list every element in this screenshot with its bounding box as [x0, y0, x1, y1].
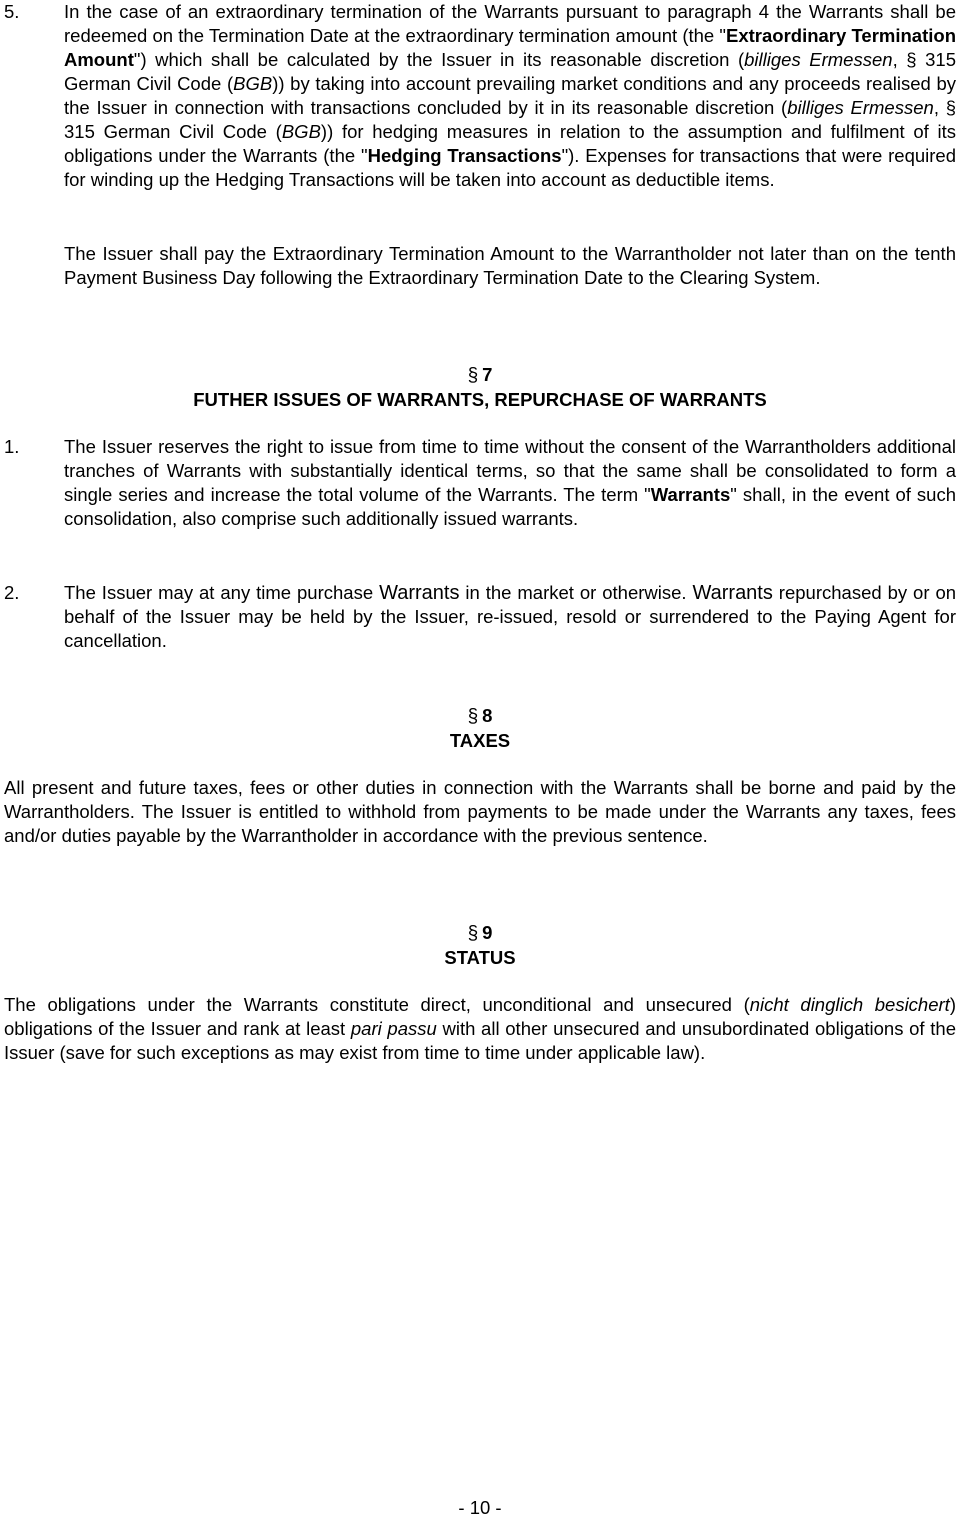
- italic-term: billiges Ermessen: [787, 97, 934, 118]
- text-run: ) obligations of the Issuer and rank at least: [4, 994, 956, 1039]
- text-run: The obligations under the Warrants constitute direct, unconditional and unsecured (: [4, 994, 750, 1015]
- section-9-heading: [0, 921, 960, 970]
- text-run: Warrants: [379, 582, 460, 604]
- section-title: FUTHER ISSUES OF WARRANTS, REPURCHASE OF WARRANTS: [193, 389, 767, 410]
- italic-term: pari passu: [350, 1018, 437, 1039]
- section-9-paragraph: [4, 993, 956, 1065]
- section-symbol: §: [467, 706, 479, 727]
- section-number: 9: [482, 922, 493, 943]
- text-run: " shall, in the event of such consolidation, also comprise such additionally issued warrants.: [64, 484, 956, 529]
- section-8-paragraph: [4, 776, 956, 848]
- text-run: )) by taking into account prevailing market conditions and any proceeds realised by the Issuer in connection with transactions concluded by it in its reasonable discretion (: [64, 73, 956, 118]
- paragraph-text: The Issuer shall pay the Extraordinary Termination Amount to the Warrantholder not later than on the tenth Payment Business Day following the Extraordinary Termination Date to the Clearing System.: [64, 243, 956, 288]
- clause-7-2-paragraph: [64, 581, 956, 653]
- text-run: with all other unsecured and unsubordinated obligations of the Issuer (save for such exceptions as may exist from time to time under applicable law).: [4, 1018, 956, 1063]
- section-number: 7: [482, 364, 493, 385]
- section-7-heading: [0, 363, 960, 412]
- clause-number: 2.: [4, 582, 20, 603]
- section-symbol: §: [467, 923, 479, 944]
- section-symbol: §: [467, 365, 479, 386]
- section-8-heading: [0, 704, 960, 753]
- section-title: STATUS: [444, 947, 516, 968]
- text-run: , § 315 German Civil Code (: [64, 49, 957, 94]
- paragraph-text: All present and future taxes, fees or other duties in connection with the Warrants shall be borne and paid by the Warrantholders. The Issuer is entitled to withhold from payments to be made under the Warrants any taxes, fees and/or duties payable by the Warrantholder in accordance with the previous sentence.: [4, 777, 956, 846]
- text-run: , § 315 German Civil Code (: [64, 97, 956, 142]
- section-number: 8: [482, 705, 493, 726]
- section-title: TAXES: [449, 730, 511, 751]
- defined-term: Warrants: [650, 484, 731, 505]
- clause-5-paragraph-2: [64, 242, 956, 290]
- text-run: )) for hedging measures in relation to the assumption and fulfilment of its obligations under the Warrants (the ": [64, 121, 956, 166]
- text-run: The Issuer reserves the right to issue from time to time without the consent of the Warrantholders additional tranches of Warrants with substantially identical terms, so that the same shall be consolidated to form a single series and increase the total volume of the Warrants. The term ": [64, 436, 956, 505]
- clause-number: 1.: [4, 436, 20, 457]
- text-run: repurchased by or on behalf of the Issuer may be held by the Issuer, re-issued, resold or surrendered to the Paying Agent for cancellation.: [64, 582, 957, 651]
- section-number-line: [0, 363, 960, 388]
- italic-term: BGB: [281, 121, 321, 142]
- clause-5-paragraph-1: [64, 0, 956, 192]
- defined-term: Extraordinary Termination Amount: [64, 25, 956, 70]
- text-run: Warrants: [692, 582, 773, 604]
- clause-7-1-paragraph: [64, 435, 956, 531]
- italic-term: billiges Ermessen: [744, 49, 893, 70]
- text-run: ") which shall be calculated by the Issuer in its reasonable discretion (: [133, 49, 745, 70]
- text-run: "). Expenses for transactions that were required for winding up the Hedging Transactions will be taken into account as deductible items.: [64, 145, 956, 190]
- text-run: In the case of an extraordinary termination of the Warrants pursuant to paragraph 4 the Warrants shall be redeemed on the Termination Date at the extraordinary termination amount (the ": [64, 1, 956, 46]
- text-run: in the market or otherwise.: [459, 582, 693, 603]
- defined-term: Hedging Transactions: [367, 145, 562, 166]
- page-number: - 10 -: [458, 1497, 502, 1518]
- clause-number: 5.: [4, 1, 20, 22]
- text-run: The Issuer may at any time purchase: [64, 582, 380, 603]
- section-number-line: [0, 704, 960, 729]
- italic-term: BGB: [233, 73, 273, 94]
- section-number-line: [0, 921, 960, 946]
- italic-term: nicht dinglich besichert: [749, 994, 950, 1015]
